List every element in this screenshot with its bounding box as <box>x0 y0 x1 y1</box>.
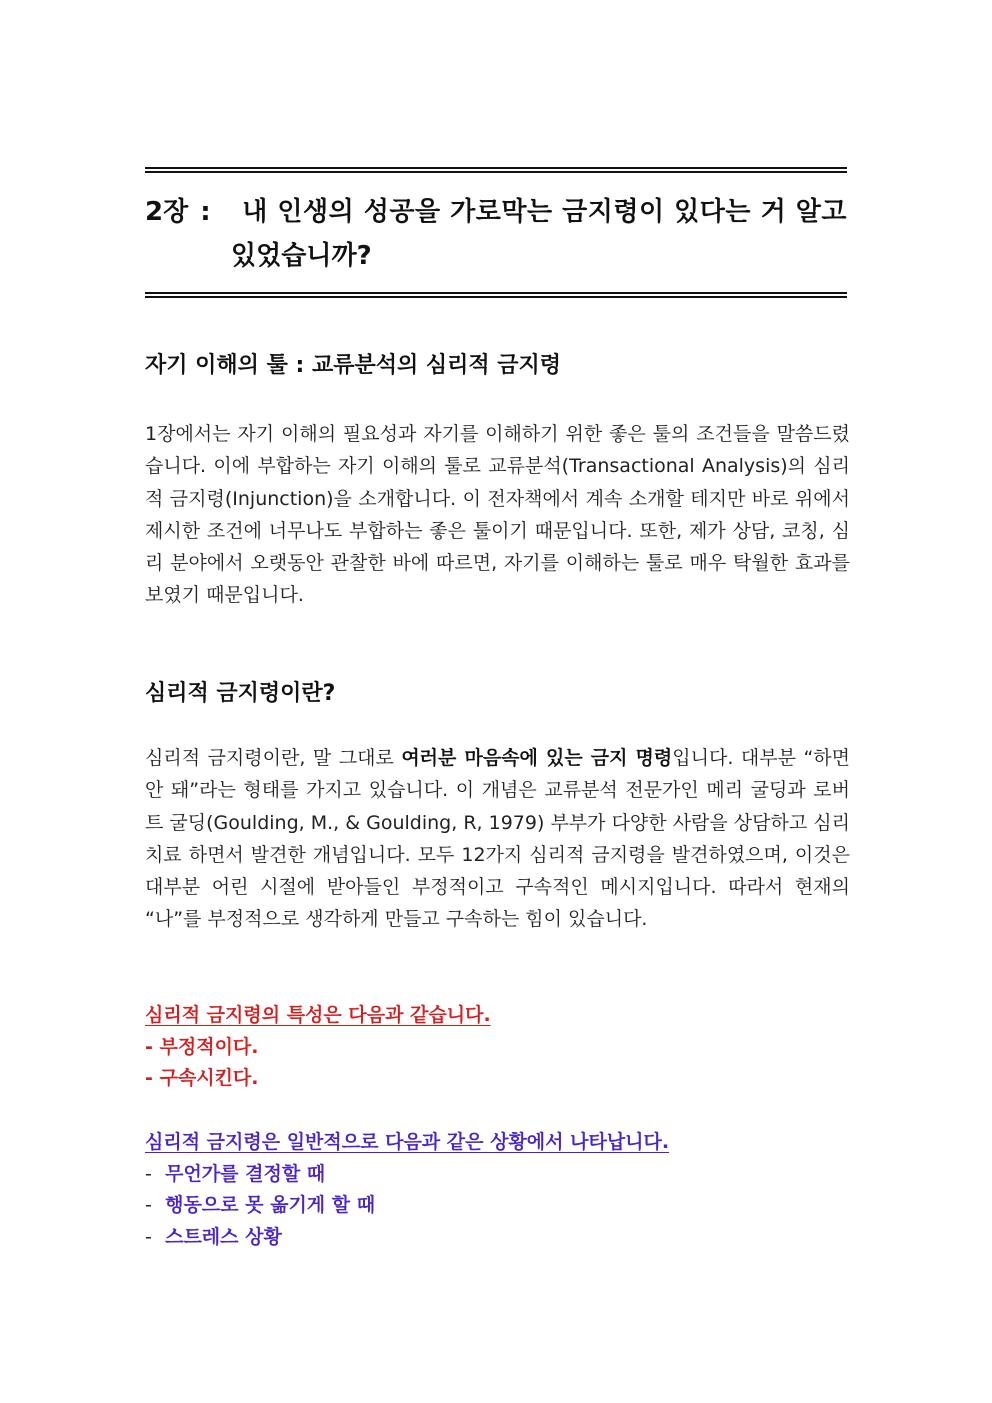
situations-item-text: 행동으로 못 옮기게 할 때 <box>165 1194 376 1216</box>
list-dash: - <box>145 1225 152 1248</box>
situations-item <box>145 1222 681 1254</box>
situations-item-text: 스트레스 상황 <box>165 1225 282 1248</box>
situations-lead: 심리적 금지령은 일반적으로 다음과 같은 상황에서 나타납니다. <box>145 1131 670 1153</box>
title-bottom-rule <box>145 292 847 298</box>
title-top-rule <box>145 167 847 173</box>
chapter-number: 2장 <box>145 197 189 227</box>
chapter-title-line1: 내 인생의 성공을 가로막는 금지령이 있다는 거 알고 <box>242 197 847 227</box>
section-heading-injunction: 심리적 금지령이란? <box>145 681 336 706</box>
list-dash: - <box>145 1194 152 1216</box>
section2-text-start: 심리적 금지령이란, 말 그대로 <box>145 747 402 769</box>
section2-text-rest: 입니다. 대부분 “하면 안 돼”라는 형태를 가지고 있습니다. 이 개념은 교류분석 전문가인 메리 굴딩과 로버트 굴딩(Goulding, M., & Goulding, R, 1979) 부부가 다양한 사람을 상담하고 심리치료 하면서 발견한 개념입니다. 모두 12가지 심리적 금지령을 발견하였으며, 이것은 대부분 어린 시절에 받아들인 부정적이고 구속적인 메시지입니다. 따라서 현재의 “나”를 부정적으로 생각하게 만들고 구속하는 힘이 있습니다. <box>145 747 850 931</box>
section1-paragraph: 1장에서는 자기 이해의 필요성과 자기를 이해하기 위한 좋은 툴의 조건들을 말씀드렸습니다. 이에 부합하는 자기 이해의 툴로 교류분석(Transactional Analysis)의 심리적 금지령(Injunction)을 소개합니다. 이 전자책에서 계속 소개할 테지만 바로 위에서 제시한 조건에 너무나도 부합하는 좋은 툴이기 때문입니다. 또한, 제가 상담, 코칭, 심리 분야에서 오랫동안 관찰한 바에 따르면, 자기를 이해하는 툴로 매우 탁월한 효과를 보였기 때문입니다. <box>145 423 850 607</box>
situations-item <box>145 1159 681 1191</box>
section2-emphasis: 여러분 마음속에 있는 금지 명령 <box>401 747 673 769</box>
list-dash: - <box>145 1162 152 1185</box>
situations-item-text: 무언가를 결정할 때 <box>165 1162 326 1185</box>
chapter-separator: : <box>200 197 211 227</box>
section2-paragraph <box>145 742 850 936</box>
traits-item: - 구속시킨다. <box>145 1067 259 1089</box>
chapter-title-line2: 있었습니까? <box>231 241 372 271</box>
situations-item <box>145 1190 681 1222</box>
traits-list <box>145 1000 491 1095</box>
section-heading-self-understanding: 자기 이해의 툴 : 교류분석의 심리적 금지령 <box>145 353 562 378</box>
traits-lead: 심리적 금지령의 특성은 다음과 같습니다. <box>145 1004 491 1026</box>
traits-item: - 부정적이다. <box>145 1035 259 1058</box>
situations-list <box>145 1127 681 1253</box>
chapter-title <box>145 190 847 278</box>
